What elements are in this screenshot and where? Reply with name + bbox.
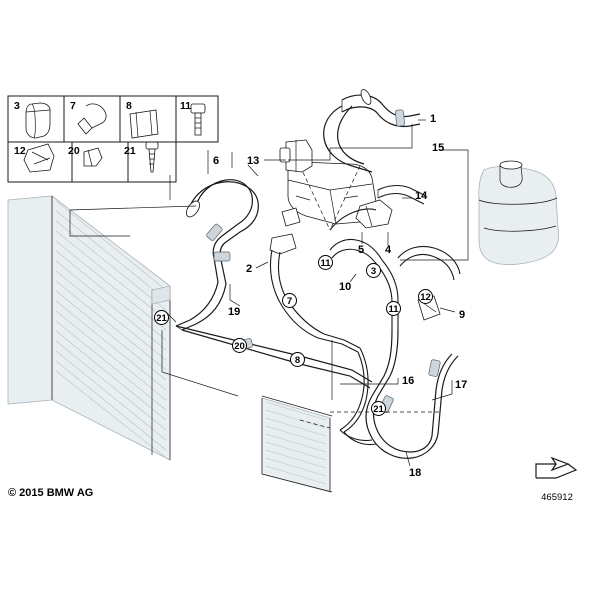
callout-3-circled: 3 (366, 263, 381, 278)
callout-2: 2 (246, 263, 253, 275)
legend-num-3: 3 (14, 100, 20, 112)
callout-12-circled: 12 (418, 289, 433, 304)
callout-19: 19 (228, 306, 241, 318)
legend-num-12: 12 (14, 145, 26, 157)
hose-16-17-18 (340, 330, 458, 458)
callout-10: 10 (339, 281, 352, 293)
callout-16: 16 (402, 375, 415, 387)
thermostat-part (280, 140, 312, 172)
part-number-label: 465912 (541, 492, 573, 503)
callout-5: 5 (358, 244, 365, 256)
callout-21-a: 21 (154, 310, 169, 325)
copyright-text: © 2015 BMW AG (8, 487, 94, 499)
callout-9: 9 (459, 309, 466, 321)
callout-21-b: 21 (371, 401, 386, 416)
legend-num-11: 11 (180, 100, 192, 112)
callout-14: 14 (415, 190, 428, 202)
legend-num-7: 7 (70, 100, 76, 112)
direction-symbol-icon (536, 458, 576, 478)
legend-parts-graphics (24, 103, 205, 172)
callout-11-a: 11 (318, 255, 333, 270)
callout-20-circled: 20 (232, 338, 247, 353)
radiator-graphic (8, 196, 170, 460)
callout-11-b: 11 (386, 301, 401, 316)
callout-4: 4 (385, 244, 392, 256)
callout-6: 6 (213, 155, 220, 167)
callout-18: 18 (409, 467, 422, 479)
callout-17: 17 (455, 379, 468, 391)
expansion-tank-graphic (479, 161, 559, 265)
legend-num-21: 21 (124, 145, 136, 157)
callout-15: 15 (432, 142, 445, 154)
callout-7-circled: 7 (282, 293, 297, 308)
condenser-graphic (262, 398, 330, 492)
hose-1 (324, 88, 420, 172)
callout-8-circled: 8 (290, 352, 305, 367)
callout-13: 13 (247, 155, 260, 167)
engine-housing-graphic (270, 140, 392, 254)
legend-num-20: 20 (68, 145, 80, 157)
callout-1: 1 (430, 113, 437, 125)
legend-num-8: 8 (126, 100, 132, 112)
